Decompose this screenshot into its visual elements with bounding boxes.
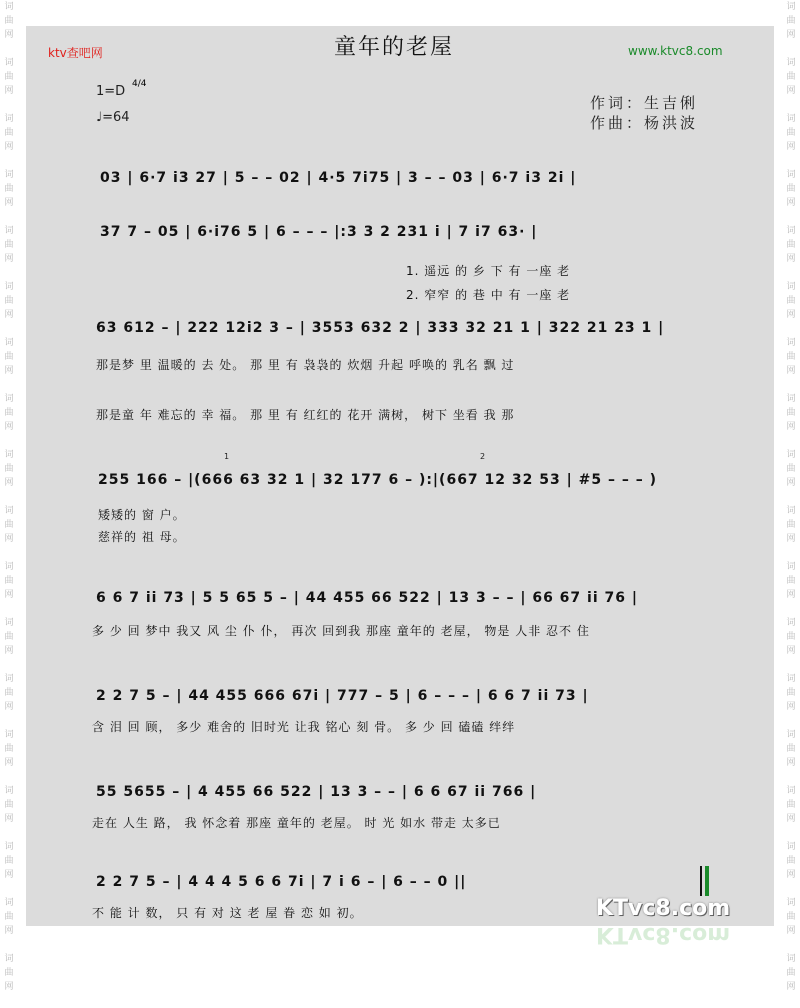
side-watermark-char: 词 (786, 338, 796, 348)
side-watermark-char: 曲 (786, 296, 796, 306)
side-watermark-gap (2, 994, 16, 1008)
side-watermark-char: 词 (786, 226, 796, 236)
lyric-line: 那是童 年 难忘的 幸 福。 那 里 有 红红的 花开 满树， 树下 坐看 我 那 (96, 408, 515, 422)
side-watermark-char: 词 (4, 114, 14, 124)
side-watermark-char: 网 (786, 534, 796, 544)
side-watermark-char: 网 (786, 366, 796, 376)
side-watermark-char: 曲 (4, 352, 14, 362)
side-watermark-char: 网 (4, 814, 14, 824)
side-watermark-gap (2, 546, 16, 560)
lyric-line: 不 能 计 数， 只 有 对 这 老 屋 眷 恋 如 初。 (92, 906, 363, 920)
side-watermark-char: 网 (786, 702, 796, 712)
side-watermark-char: 词 (4, 786, 14, 796)
side-watermark-left (2, 0, 16, 992)
side-watermark-char: 词 (4, 506, 14, 516)
side-watermark-char: 曲 (4, 184, 14, 194)
side-watermark-char: 网 (786, 982, 796, 992)
side-watermark-char: 曲 (4, 408, 14, 418)
side-watermark-char: 网 (786, 590, 796, 600)
side-watermark-char: 曲 (4, 520, 14, 530)
side-watermark-gap (784, 42, 798, 56)
side-watermark-char: 曲 (786, 576, 796, 586)
side-watermark-gap (2, 658, 16, 672)
brand-left: ktv查吧网 (48, 46, 103, 60)
side-watermark-char: 曲 (786, 184, 796, 194)
side-watermark-gap (2, 882, 16, 896)
side-watermark-gap (784, 826, 798, 840)
side-watermark-char: 网 (4, 702, 14, 712)
notation-row: 37 7 – 05 | 6·i76 5 | 6 – – – |:3 3 2 231 i | 7 i7 63· | (100, 224, 538, 240)
side-watermark-char: 曲 (786, 968, 796, 978)
side-watermark-gap (784, 154, 798, 168)
side-watermark-gap (784, 490, 798, 504)
side-watermark-char: 曲 (786, 520, 796, 530)
side-watermark-char: 词 (786, 898, 796, 908)
side-watermark-char: 曲 (786, 72, 796, 82)
side-watermark-gap (2, 42, 16, 56)
side-watermark-char: 网 (4, 478, 14, 488)
side-watermark-char: 网 (4, 310, 14, 320)
side-watermark-char: 词 (4, 730, 14, 740)
side-watermark-char: 网 (786, 198, 796, 208)
side-watermark-gap (784, 994, 798, 1008)
side-watermark-char: 曲 (786, 856, 796, 866)
side-watermark-char: 网 (4, 366, 14, 376)
side-watermark-gap (784, 210, 798, 224)
side-watermark-char: 词 (786, 954, 796, 964)
side-watermark-char: 网 (786, 870, 796, 880)
side-watermark-char: 词 (4, 170, 14, 180)
side-watermark-char: 曲 (786, 128, 796, 138)
side-watermark-char: 曲 (4, 16, 14, 26)
side-watermark-gap (784, 714, 798, 728)
side-watermark-char: 词 (4, 226, 14, 236)
lyric-line: 含 泪 回 顾， 多少 难舍的 旧时光 让我 铭心 刻 骨。 多 少 回 磕磕 绊绊 (92, 720, 516, 734)
side-watermark-char: 词 (786, 842, 796, 852)
side-watermark-char: 词 (786, 506, 796, 516)
side-watermark-char: 词 (786, 674, 796, 684)
notation-row: 63 612 – | 222 12i2 3 – | 3553 632 2 | 333 32 21 1 | 322 21 23 1 | (96, 320, 665, 336)
side-watermark-char: 曲 (4, 856, 14, 866)
side-watermark-gap (2, 714, 16, 728)
side-watermark-gap (784, 378, 798, 392)
side-watermark-char: 曲 (4, 296, 14, 306)
side-watermark-gap (784, 98, 798, 112)
side-watermark-char: 网 (4, 870, 14, 880)
side-watermark-char: 词 (4, 282, 14, 292)
notation-row: 2 2 7 5 – | 4 4 4 5 6 6 7i | 7 i 6 – | 6 – – 0 || (96, 874, 467, 890)
side-watermark-char: 曲 (786, 16, 796, 26)
side-watermark-char: 词 (4, 2, 14, 12)
side-watermark-gap (2, 98, 16, 112)
lyric-line: 矮矮的 窗 户。 (98, 508, 186, 522)
side-watermark-gap (2, 770, 16, 784)
lyricist: 作词：生吉俐 (590, 94, 699, 112)
lyric-line: 慈祥的 祖 母。 (98, 530, 186, 544)
ending-two-bracket: 2 (480, 452, 486, 461)
notation-row: 03 | 6·7 i3 27 | 5 – – 02 | 4·5 7i75 | 3 – – 03 | 6·7 i3 2i | (100, 170, 577, 186)
side-watermark-char: 网 (4, 198, 14, 208)
side-watermark-char: 词 (786, 730, 796, 740)
side-watermark-gap (784, 882, 798, 896)
side-watermark-char: 网 (4, 646, 14, 656)
side-watermark-char: 曲 (786, 800, 796, 810)
final-barline-thick (705, 866, 709, 896)
side-watermark-gap (784, 770, 798, 784)
side-watermark-char: 曲 (786, 688, 796, 698)
side-watermark-char: 词 (786, 450, 796, 460)
side-watermark-char: 曲 (4, 240, 14, 250)
side-watermark-char: 词 (4, 58, 14, 68)
side-watermark-gap (784, 546, 798, 560)
side-watermark-char: 网 (4, 142, 14, 152)
tempo: ♩=64 (96, 110, 130, 125)
side-watermark-char: 词 (4, 394, 14, 404)
side-watermark-right (784, 0, 798, 992)
time-signature-text: 4/4 (132, 79, 147, 89)
side-watermark-char: 网 (4, 254, 14, 264)
side-watermark-char: 网 (4, 926, 14, 936)
side-watermark-gap (2, 266, 16, 280)
side-watermark-gap (784, 266, 798, 280)
side-watermark-gap (2, 826, 16, 840)
side-watermark-gap (2, 210, 16, 224)
side-watermark-gap (784, 322, 798, 336)
side-watermark-char: 曲 (4, 72, 14, 82)
side-watermark-gap (784, 434, 798, 448)
side-watermark-char: 网 (786, 926, 796, 936)
site-logo: KTvc8.com (596, 896, 731, 921)
side-watermark-char: 词 (786, 562, 796, 572)
side-watermark-gap (2, 322, 16, 336)
key-signature (96, 84, 125, 99)
composer: 作曲：杨洪波 (590, 114, 699, 132)
side-watermark-gap (784, 658, 798, 672)
side-watermark-char: 曲 (4, 464, 14, 474)
side-watermark-char: 词 (786, 786, 796, 796)
side-watermark-char: 曲 (4, 576, 14, 586)
side-watermark-char: 词 (4, 618, 14, 628)
lyric-line: 2. 窄窄 的 巷 中 有 一座 老 (406, 288, 571, 302)
side-watermark-char: 曲 (786, 464, 796, 474)
side-watermark-char: 词 (4, 674, 14, 684)
lyric-line: 走在 人生 路， 我 怀念着 那座 童年的 老屋。 时 光 如水 带走 太多已 (92, 816, 501, 830)
side-watermark-gap (2, 490, 16, 504)
side-watermark-char: 词 (786, 2, 796, 12)
side-watermark-char: 网 (786, 142, 796, 152)
side-watermark-char: 曲 (786, 408, 796, 418)
side-watermark-char: 网 (4, 30, 14, 40)
side-watermark-char: 词 (786, 58, 796, 68)
key-text: 1=D (96, 84, 126, 99)
side-watermark-char: 词 (786, 170, 796, 180)
lyric-line: 1. 遥远 的 乡 下 有 一座 老 (406, 264, 571, 278)
side-watermark-char: 词 (4, 450, 14, 460)
side-watermark-char: 词 (4, 338, 14, 348)
notation-row: 255 166 – |(666 63 32 1 | 32 177 6 – ):|(667 12 32 53 | #5 – – – ) (98, 472, 657, 488)
side-watermark-char: 词 (786, 618, 796, 628)
side-watermark-gap (2, 154, 16, 168)
side-watermark-char: 曲 (786, 352, 796, 362)
side-watermark-gap (2, 938, 16, 952)
side-watermark-gap (784, 602, 798, 616)
side-watermark-char: 曲 (786, 744, 796, 754)
side-watermark-char: 网 (4, 982, 14, 992)
side-watermark-gap (2, 378, 16, 392)
side-watermark-char: 网 (786, 422, 796, 432)
side-watermark-char: 曲 (4, 968, 14, 978)
time-signature (132, 80, 146, 89)
site-logo-reflection: KTvc8.com (596, 922, 731, 947)
brand-right: www.ktvc8.com (628, 44, 723, 58)
side-watermark-char: 网 (786, 310, 796, 320)
side-watermark-char: 词 (4, 898, 14, 908)
notation-row: 2 2 7 5 – | 44 455 666 67i | 777 – 5 | 6 – – – | 6 6 7 ii 73 | (96, 688, 589, 704)
lyric-line: 多 少 回 梦中 我又 风 尘 仆 仆， 再次 回到我 那座 童年的 老屋， 物是 人非 忍不 住 (92, 624, 590, 638)
side-watermark-gap (2, 434, 16, 448)
side-watermark-gap (2, 602, 16, 616)
song-title: 童年的老屋 (334, 35, 455, 60)
side-watermark-char: 网 (4, 758, 14, 768)
side-watermark-char: 网 (786, 758, 796, 768)
side-watermark-char: 网 (786, 646, 796, 656)
side-watermark-char: 词 (4, 562, 14, 572)
lyric-line: 那是梦 里 温暖的 去 处。 那 里 有 袅袅的 炊烟 升起 呼唤的 乳名 飘 过 (96, 358, 515, 372)
side-watermark-char: 曲 (4, 688, 14, 698)
side-watermark-char: 词 (786, 394, 796, 404)
side-watermark-char: 曲 (4, 912, 14, 922)
side-watermark-char: 网 (786, 478, 796, 488)
side-watermark-char: 曲 (4, 744, 14, 754)
side-watermark-char: 网 (786, 254, 796, 264)
side-watermark-char: 词 (4, 954, 14, 964)
side-watermark-char: 网 (4, 590, 14, 600)
side-watermark-char: 网 (4, 534, 14, 544)
side-watermark-char: 曲 (786, 632, 796, 642)
side-watermark-gap (784, 938, 798, 952)
final-barline (700, 866, 702, 896)
side-watermark-char: 网 (786, 86, 796, 96)
side-watermark-char: 网 (786, 30, 796, 40)
side-watermark-char: 词 (786, 282, 796, 292)
side-watermark-char: 曲 (786, 912, 796, 922)
side-watermark-char: 网 (4, 86, 14, 96)
side-watermark-char: 词 (4, 842, 14, 852)
notation-row: 55 5655 – | 4 455 66 522 | 13 3 – – | 6 6 67 ii 766 | (96, 784, 537, 800)
side-watermark-char: 网 (4, 422, 14, 432)
side-watermark-char: 网 (786, 814, 796, 824)
side-watermark-char: 曲 (4, 800, 14, 810)
side-watermark-char: 词 (786, 114, 796, 124)
side-watermark-char: 曲 (4, 632, 14, 642)
side-watermark-char: 曲 (4, 128, 14, 138)
side-watermark-char: 曲 (786, 240, 796, 250)
notation-row: 6 6 7 ii 73 | 5 5 65 5 – | 44 455 66 522 | 13 3 – – | 66 67 ii 76 | (96, 590, 638, 606)
ending-one-bracket: 1 (224, 452, 230, 461)
